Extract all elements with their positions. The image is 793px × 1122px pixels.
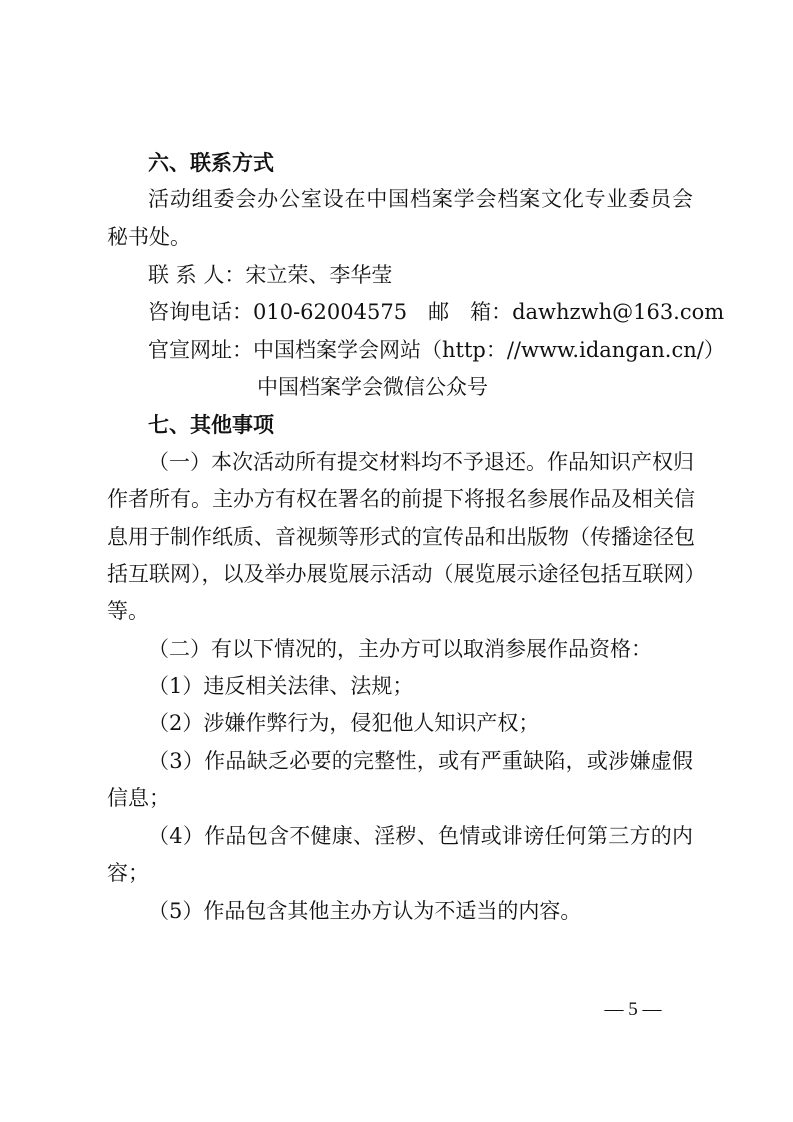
other-item2: （2）涉嫌作弊行为，侵犯他人知识产权；: [148, 711, 540, 735]
other-p2-line1: （二）有以下情况的，主办方可以取消参展作品资格：: [148, 637, 652, 661]
other-p1-line1: （一）本次活动所有提交材料均不予退还。作品知识产权归: [148, 450, 694, 474]
other-item4-line2: 容；: [107, 861, 149, 885]
other-item5: （5）作品包含其他主办方认为不适当的内容。: [148, 899, 582, 923]
section-heading-other: 七、其他事项: [148, 412, 274, 437]
page-number: — 5 —: [604, 999, 662, 1020]
contact-website-line2: 中国档案学会微信公众号: [257, 375, 488, 399]
other-item3-line1: （3）作品缺乏必要的完整性，或有严重缺陷，或涉嫌虚假: [148, 749, 693, 773]
other-p1-line5: 等。: [107, 599, 149, 623]
other-p1-line2: 作者所有。主办方有权在署名的前提下将报名参展作品及相关信: [107, 487, 695, 511]
other-item4-line1: （4）作品包含不健康、淫秽、色情或诽谤任何第三方的内: [148, 824, 693, 848]
contact-phone-email: 咨询电话：010-62004575 邮 箱：dawhzwh@163.com: [148, 300, 725, 324]
other-p1-line4: 括互联网），以及举办展览展示活动（展览展示途径包括互联网）: [107, 562, 706, 586]
other-p1-line3: 息用于制作纸质、音视频等形式的宣传品和出版物（传播途径包: [107, 525, 695, 549]
contact-intro-line2: 秘书处。: [107, 225, 191, 249]
contact-intro-line1: 活动组委会办公室设在中国档案学会档案文化专业委员会: [148, 187, 693, 211]
contact-website-line1: 官宣网址：中国档案学会网站（http：//www.idangan.cn/）: [148, 338, 725, 362]
other-item1: （1）违反相关法律、法规；: [148, 674, 414, 698]
contact-people: 联 系 人：宋立荣、李华莹: [148, 263, 393, 287]
other-item3-line2: 信息；: [107, 786, 170, 810]
section-heading-contact: 六、联系方式: [148, 150, 274, 175]
